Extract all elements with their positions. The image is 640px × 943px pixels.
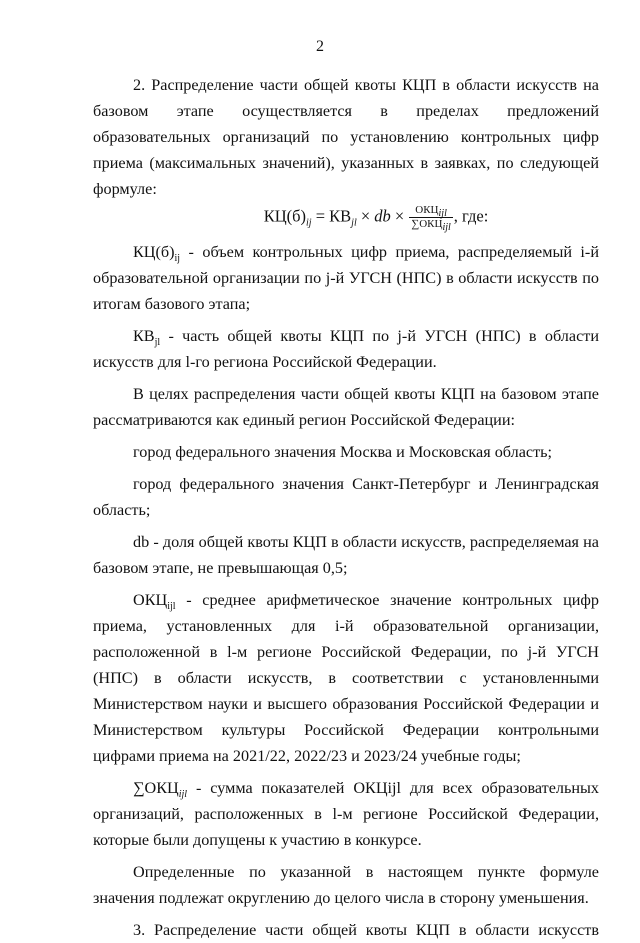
definition-sum-sub: ijl: [178, 789, 188, 801]
formula-den-text: ∑ОКЦ: [411, 218, 443, 230]
page-number: 2: [316, 38, 324, 55]
definition-kv: [93, 323, 599, 375]
formula: [153, 204, 599, 234]
definition-kv-sub: jl: [154, 337, 161, 349]
definition-sum-text: - сумма показателей ОКЦijl для всех образовательных организаций, расположенных в l-м регионе Российской Федерации, которые были допущены к участию в конкурсе.: [93, 779, 599, 849]
formula-num-sub: ijl: [438, 208, 447, 220]
definition-db: db - доля общей квоты КЦП в области искусств, распределяемая на базовом этапе, не превышающая 0,5;: [93, 533, 599, 577]
formula-lhs-sub: ij: [306, 217, 312, 229]
region-spb: город федерального значения Санкт-Петербург и Ленинградская область;: [93, 475, 599, 519]
document-body: [93, 72, 599, 943]
formula-eq: = КВ: [311, 206, 352, 226]
paragraph-region: В целях распределения части общей квоты КЦП на базовом этапе рассматриваются как единый регион Российской Федерации:: [93, 385, 599, 429]
formula-den-sub: ijl: [442, 222, 451, 234]
definition-kv-text: - часть общей квоты КЦП по j-й УГСН (НПС) в области искусств для l-го региона Российской Федерации.: [93, 327, 599, 371]
definition-kc-text: - объем контрольных цифр приема, распределяемый i-й образовательной организации по j-й УГСН (НПС) в области искусств по итогам базового этапа;: [93, 243, 599, 313]
formula-num-text: ОКЦ: [415, 204, 439, 216]
formula-denominator: [409, 218, 452, 234]
formula-times1: ×: [356, 206, 375, 226]
formula-fraction: [409, 204, 452, 234]
definition-sum: [93, 775, 599, 853]
definition-okc-text: - среднее арифметическое значение контрольных цифр приема, установленных для i-й образовательной организации, расположенной в l-м регионе Российской Федерации, по j-й УГСН (НПС) в области искусств, в соответствии с установленными Министерством науки и высшего образования Российской Федерации и Министерством культуры Российской Федерации контрольными цифрами приема на 2021/22, 2022/23 и 2023/24 учебные годы;: [93, 591, 599, 765]
definition-kc-term: КЦ(б): [133, 243, 175, 261]
definition-okc-sub: ijl: [167, 601, 176, 613]
definition-okc-term: ОКЦ: [133, 591, 168, 609]
formula-kv-sub: jl: [351, 217, 357, 229]
paragraph-rounding: Определенные по указанной в настоящем пункте формуле значения подлежат округлению до целого числа в сторону уменьшения.: [93, 863, 599, 907]
definition-kv-term: КВ: [133, 327, 155, 345]
formula-times2: ×: [390, 206, 409, 226]
definition-sum-term: ∑ОКЦ: [133, 779, 179, 797]
formula-numerator: [409, 204, 452, 218]
definition-okc: [93, 587, 599, 769]
region-moscow: город федерального значения Москва и Московская область;: [133, 443, 553, 461]
formula-db: db: [374, 206, 391, 226]
definition-kc: [93, 239, 599, 317]
definition-kc-sub: ij: [174, 253, 181, 265]
paragraph-section-3: 3. Распределение части общей квоты КЦП в области искусств: [133, 921, 599, 939]
paragraph-distribution: 2. Распределение части общей квоты КЦП в области искусств на базовом этапе осуществляется в пределах предложений образовательных организаций по установлению контрольных цифр приема (максимальных значений), указанных в заявках, по следующей формуле:: [93, 76, 599, 198]
formula-tail: , где:: [453, 206, 489, 226]
formula-lhs: КЦ(б): [263, 206, 307, 226]
